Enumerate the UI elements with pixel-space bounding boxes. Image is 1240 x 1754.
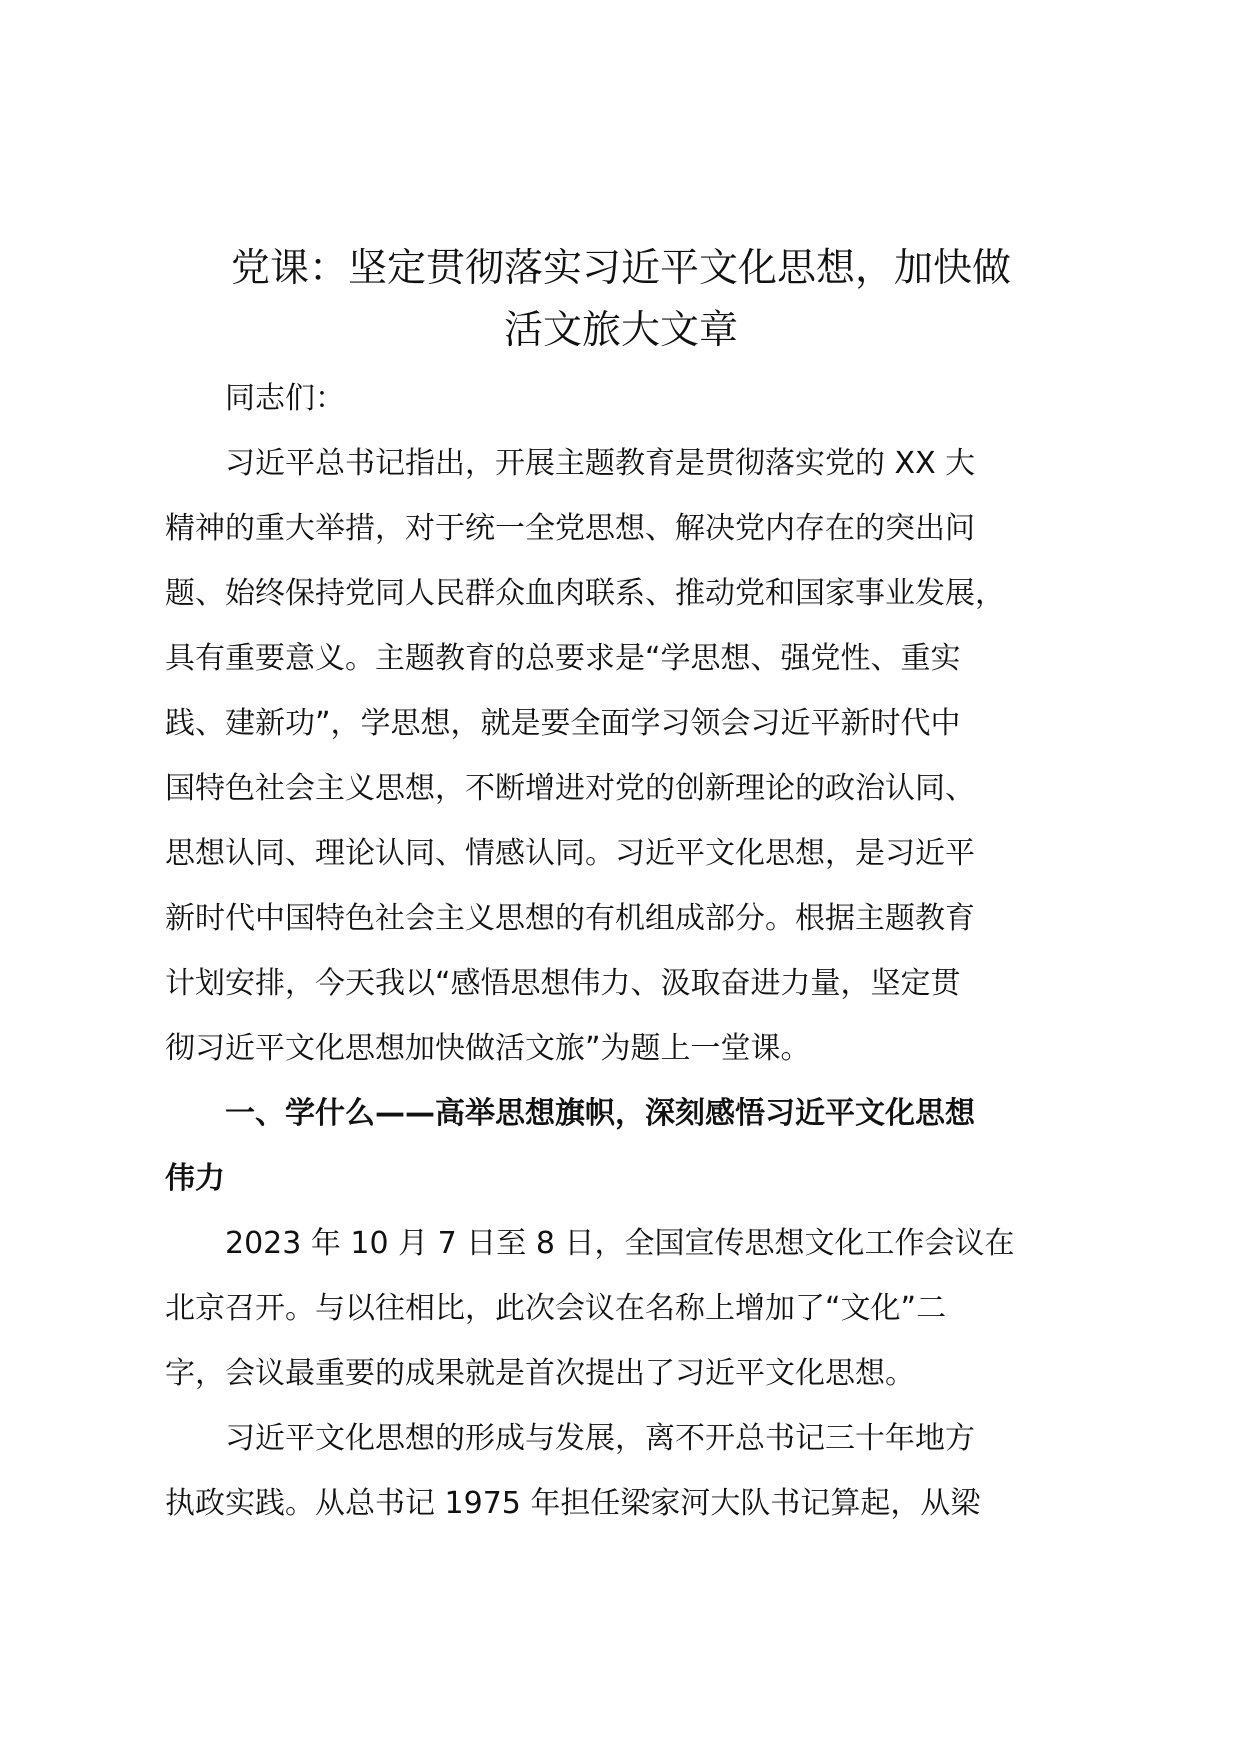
intro-paragraph xyxy=(165,431,1077,1081)
text-line: 计划安排，今天我以“感悟思想伟力、汲取奋进力量，坚定贯 xyxy=(165,966,961,1001)
title-line-2: 活文旅大文章 xyxy=(503,308,738,353)
document-content xyxy=(165,238,1077,1536)
text-line: 习近平文化思想的形成与发展，离不开总书记三十年地方 xyxy=(225,1421,975,1456)
text-line: 践、建新功”，学思想，就是要全面学习领会习近平新时代中 xyxy=(165,706,961,741)
text-line: 2023 年 10 月 7 日至 8 日，全国宣传思想文化工作会议在 xyxy=(225,1226,1015,1261)
text-line: 同志们： xyxy=(225,381,345,416)
meeting-paragraph xyxy=(165,1211,1077,1406)
text-line: 执政实践。从总书记 1975 年担任梁家河大队书记算起，从梁 xyxy=(165,1486,981,1521)
section-heading-1 xyxy=(165,1081,1077,1211)
text-line: 字，会议最重要的成果就是首次提出了习近平文化思想。 xyxy=(165,1356,915,1391)
formation-paragraph xyxy=(165,1406,1077,1536)
text-line: 北京召开。与以往相比，此次会议在名称上增加了“文化”二 xyxy=(165,1291,947,1326)
text-line: 习近平总书记指出，开展主题教育是贯彻落实党的 XX 大 xyxy=(225,446,976,481)
text-line: 题、始终保持党同人民群众血肉联系、推动党和国家事业发展， xyxy=(165,576,1005,611)
text-line: 思想认同、理论认同、情感认同。习近平文化思想，是习近平 xyxy=(165,836,975,871)
title-line-1: 党课：坚定贯彻落实习近平文化思想，加快做 xyxy=(230,246,1011,291)
text-line: 彻习近平文化思想加快做活文旅”为题上一堂课。 xyxy=(165,1031,811,1066)
text-line: 一、学什么——高举思想旗帜，深刻感悟习近平文化思想 xyxy=(225,1096,975,1131)
text-line: 具有重要意义。主题教育的总要求是“学思想、强党性、重实 xyxy=(165,641,961,676)
text-line: 伟力 xyxy=(165,1161,225,1196)
text-line: 国特色社会主义思想，不断增进对党的创新理论的政治认同、 xyxy=(165,771,975,806)
text-line: 精神的重大举措，对于统一全党思想、解决党内存在的突出问 xyxy=(165,511,975,546)
salutation-paragraph xyxy=(165,366,1077,431)
text-line: 新时代中国特色社会主义思想的有机组成部分。根据主题教育 xyxy=(165,901,975,936)
document-title xyxy=(165,238,1077,362)
document-body xyxy=(165,366,1077,1536)
